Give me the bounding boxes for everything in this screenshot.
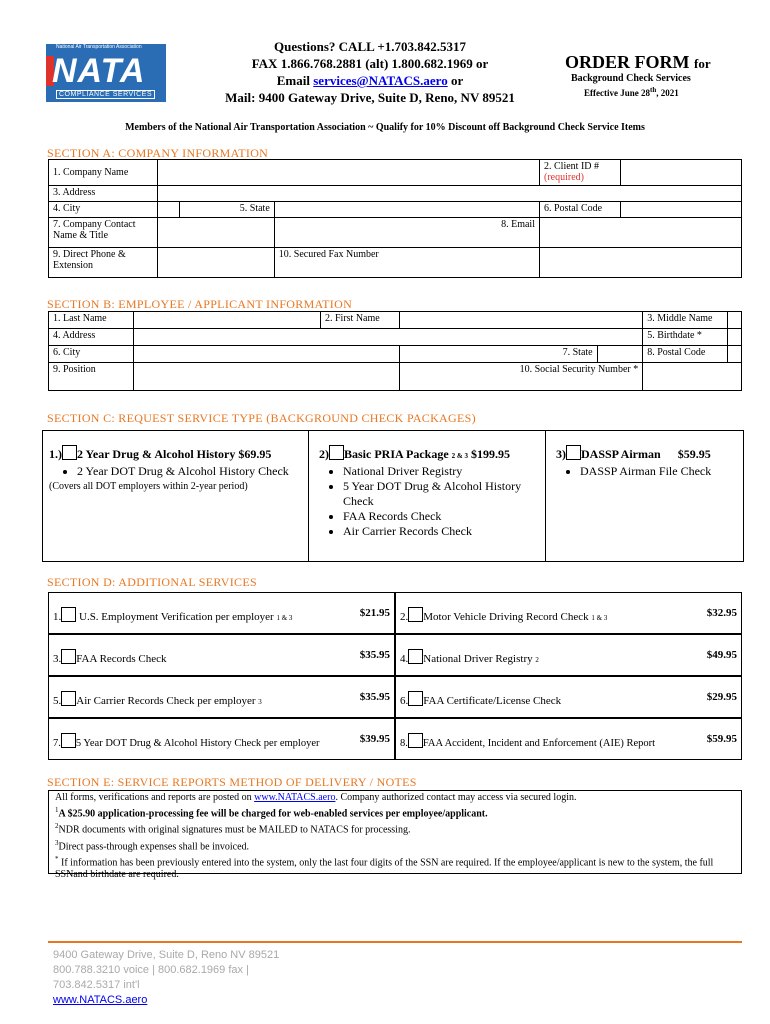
applicant-city-label: 6. City bbox=[49, 346, 134, 363]
members-discount-note: Members of the National Air Transportation Association ~ Qualify for 10% Discount off Background Check Service Items bbox=[125, 122, 645, 133]
service-4-checkbox[interactable] bbox=[408, 649, 423, 664]
service-3 bbox=[48, 634, 395, 676]
first-name-label: 2. First Name bbox=[321, 312, 400, 329]
postal-code-label: 6. Postal Code bbox=[540, 202, 621, 218]
applicant-postal-field[interactable] bbox=[728, 346, 742, 363]
footer-intl: 703.842.5317 int'l bbox=[53, 979, 140, 991]
section-a-table bbox=[48, 159, 742, 278]
last-name-field[interactable] bbox=[134, 312, 321, 329]
applicant-address-field[interactable] bbox=[134, 329, 643, 346]
email-prefix: Email bbox=[276, 73, 310, 88]
footer-divider bbox=[48, 941, 742, 943]
service-5 bbox=[48, 676, 395, 718]
list-item: • 5 Year DOT Drug & Alcohol History Check bbox=[343, 479, 545, 509]
nata-logo bbox=[46, 44, 166, 102]
package-3-title bbox=[556, 445, 743, 462]
service-number: 2. bbox=[400, 611, 409, 623]
last-name-label: 1. Last Name bbox=[49, 312, 134, 329]
package-2-label: Basic PRIA Package bbox=[344, 447, 449, 461]
service-8 bbox=[395, 718, 742, 760]
natacs-link[interactable]: www.NATACS.aero bbox=[254, 792, 336, 803]
footer-address: 9400 Gateway Drive, Suite D, Reno NV 89521 bbox=[53, 949, 280, 961]
service-label: Motor Vehicle Driving Record Check bbox=[423, 611, 589, 623]
company-name-label: 1. Company Name bbox=[49, 160, 158, 186]
service-number: 5. bbox=[53, 695, 62, 707]
order-subtitle: Background Check Services bbox=[571, 73, 691, 84]
service-5-checkbox[interactable] bbox=[61, 691, 76, 706]
effective-sup: th bbox=[649, 86, 657, 94]
service-price: $32.95 bbox=[706, 607, 737, 619]
notes-box bbox=[48, 790, 742, 881]
service-7 bbox=[48, 718, 395, 760]
order-title-suffix: for bbox=[694, 56, 711, 71]
service-price: $35.95 bbox=[359, 691, 390, 703]
client-id-required: (required) bbox=[544, 172, 584, 183]
fax-label: 10. Secured Fax Number bbox=[274, 248, 539, 278]
service-number: 7. bbox=[53, 738, 61, 749]
service-number: 1. bbox=[53, 611, 62, 623]
service-number: 3. bbox=[53, 653, 62, 665]
service-number: 4. bbox=[400, 653, 409, 665]
service-price: $35.95 bbox=[359, 649, 390, 661]
email-field[interactable] bbox=[540, 218, 742, 248]
footer-link[interactable]: www.NATACS.aero bbox=[53, 994, 148, 1006]
applicant-address-label: 4. Address bbox=[49, 329, 134, 346]
service-number: 8. bbox=[400, 738, 408, 749]
contact-block bbox=[205, 38, 535, 106]
package-1-note: (Covers all DOT employers within 2-year period) bbox=[49, 481, 248, 492]
service-sup: 2 bbox=[535, 656, 539, 664]
package-2 bbox=[308, 430, 546, 562]
package-2-number: 2) bbox=[319, 447, 329, 461]
email-label: 8. Email bbox=[274, 218, 539, 248]
section-a-heading: SECTION A: COMPANY INFORMATION bbox=[47, 146, 269, 160]
service-price: $39.95 bbox=[359, 733, 390, 745]
service-1-checkbox[interactable] bbox=[61, 607, 76, 622]
first-name-field[interactable] bbox=[400, 312, 643, 329]
service-8-checkbox[interactable] bbox=[408, 733, 423, 748]
order-form-title bbox=[565, 52, 711, 73]
service-label: 5 Year DOT Drug & Alcohol History Check per employer bbox=[75, 738, 320, 749]
package-3-items bbox=[546, 464, 743, 479]
ssn-label: 10. Social Security Number * bbox=[400, 363, 643, 391]
service-price: $49.95 bbox=[706, 649, 737, 661]
service-label: National Driver Registry bbox=[423, 653, 533, 665]
service-label: Air Carrier Records Check per employer bbox=[76, 695, 256, 707]
package-1-title bbox=[49, 445, 308, 462]
note-1: A $25.90 application-processing fee will be charged for web-enabled services per employee/applicant. bbox=[58, 808, 488, 820]
birthdate-label: 5. Birthdate * bbox=[643, 329, 728, 346]
package-1 bbox=[42, 430, 309, 562]
effective-suffix: , 2021 bbox=[656, 88, 679, 98]
notes-prefix: All forms, verifications and reports are posted on bbox=[55, 792, 252, 803]
package-2-items bbox=[309, 464, 545, 539]
note-2: NDR documents with original signatures must be MAILED to NATACS for processing. bbox=[58, 824, 411, 836]
position-field[interactable] bbox=[134, 363, 400, 391]
note-3: Direct pass-through expenses shall be invoiced. bbox=[58, 840, 250, 852]
postal-code-field[interactable] bbox=[621, 202, 742, 218]
service-label: U.S. Employment Verification per employer bbox=[79, 611, 274, 623]
service-2 bbox=[395, 592, 742, 634]
package-3-label: DASSP Airman bbox=[581, 447, 661, 461]
package-1-label: 2 Year Drug & Alcohol History $69.95 bbox=[77, 447, 272, 461]
section-b-table bbox=[48, 311, 742, 391]
applicant-city-field[interactable] bbox=[134, 346, 400, 363]
package-3 bbox=[545, 430, 744, 562]
service-sup: 1 & 3 bbox=[591, 614, 608, 622]
notes-line-1: $^1$A $25.90 application-processing fee will be charged for web-enabled services per employee/applicant. bbox=[55, 806, 488, 820]
section-b-heading: SECTION B: EMPLOYEE / APPLICANT INFORMATION bbox=[47, 297, 353, 311]
service-3-checkbox[interactable] bbox=[61, 649, 76, 664]
section-c-heading: SECTION C: REQUEST SERVICE TYPE (BACKGROUND CHECK PACKAGES) bbox=[47, 411, 476, 425]
note-4: If information has been previously entered into the system, only the last four digits of the SSN are required. If the employee/applicant is new to the system, the full SSNand birthdate are required. bbox=[55, 857, 714, 881]
email-link[interactable]: services@NATACS.aero bbox=[313, 73, 448, 88]
footer bbox=[53, 948, 279, 1008]
phone-field[interactable] bbox=[158, 248, 275, 278]
package-1-number: 1.) bbox=[49, 447, 62, 461]
package-3-price: $59.95 bbox=[677, 447, 711, 461]
contact-fax: FAX 1.866.768.2881 (alt) 1.800.682.1969 or bbox=[251, 56, 489, 71]
package-2-checkbox[interactable] bbox=[329, 445, 344, 460]
applicant-state-label: 7. State bbox=[400, 346, 598, 363]
applicant-postal-label: 8. Postal Code bbox=[643, 346, 728, 363]
package-3-checkbox[interactable] bbox=[566, 445, 581, 460]
contact-email-line bbox=[205, 72, 535, 89]
email-suffix: or bbox=[450, 73, 464, 88]
service-sup: 1 & 3 bbox=[276, 614, 293, 622]
package-1-items bbox=[43, 464, 308, 479]
package-1-checkbox[interactable] bbox=[62, 445, 77, 460]
service-price: $29.95 bbox=[706, 691, 737, 703]
service-label: FAA Accident, Incident and Enforcement (AIE) Report bbox=[422, 738, 656, 749]
footer-phone: 800.788.3210 voice | 800.682.1969 fax | bbox=[53, 964, 249, 976]
order-title-text: ORDER FORM bbox=[565, 52, 690, 72]
list-item: • Air Carrier Records Check bbox=[343, 524, 545, 539]
address-label: 3. Address bbox=[49, 186, 158, 202]
birthdate-field[interactable] bbox=[728, 329, 742, 346]
position-label: 9. Position bbox=[49, 363, 134, 391]
section-d-heading: SECTION D: ADDITIONAL SERVICES bbox=[47, 575, 257, 589]
notes-line-0 bbox=[55, 792, 735, 804]
state-label: 5. State bbox=[179, 202, 274, 218]
contact-name-label: 7. Company Contact Name & Title bbox=[49, 218, 158, 248]
package-2-sup: 2 & 3 bbox=[451, 452, 469, 460]
notes-suffix: . Company authorized contact may access via secured login. bbox=[335, 792, 577, 803]
state-field[interactable] bbox=[274, 202, 539, 218]
contact-phone: Questions? CALL +1.703.842.5317 bbox=[274, 39, 466, 54]
phone-label: 9. Direct Phone & Extension bbox=[49, 248, 158, 278]
service-label: FAA Certificate/License Check bbox=[423, 695, 562, 707]
company-name-field[interactable] bbox=[158, 160, 540, 186]
address-field[interactable] bbox=[158, 186, 742, 202]
middle-name-field[interactable] bbox=[728, 312, 742, 329]
service-label: FAA Records Check bbox=[76, 653, 167, 665]
effective-prefix: Effective June 28 bbox=[584, 88, 650, 98]
service-6 bbox=[395, 676, 742, 718]
package-2-price: $199.95 bbox=[471, 447, 511, 461]
ssn-field[interactable] bbox=[643, 363, 742, 391]
logo-tagline: National Air Transportation Association bbox=[56, 44, 142, 50]
notes-line-4: * If information has been previously entered into the system, only the last four digits of the SSN are required. If the employee/applicant is new to the system, the full SSNand birthdate are required. bbox=[55, 854, 714, 881]
notes-line-3: $^3$Direct pass-through expenses shall be invoiced. bbox=[55, 838, 250, 852]
list-item: • National Driver Registry bbox=[343, 464, 545, 479]
client-id-field[interactable] bbox=[621, 160, 742, 186]
section-e-heading: SECTION E: SERVICE REPORTS METHOD OF DELIVERY / NOTES bbox=[47, 775, 417, 789]
middle-name-label: 3. Middle Name bbox=[643, 312, 728, 329]
client-id-text: 2. Client ID # bbox=[544, 161, 599, 172]
list-item: • 2 Year DOT Drug & Alcohol History Check bbox=[77, 464, 308, 479]
notes-line-2: $^2$NDR documents with original signatures must be MAILED to NATACS for processing. bbox=[55, 822, 411, 836]
fax-field[interactable] bbox=[540, 248, 742, 278]
city-field[interactable] bbox=[158, 202, 180, 218]
logo-subtitle: COMPLIANCE SERVICES bbox=[56, 90, 155, 99]
package-3-number: 3) bbox=[556, 447, 566, 461]
applicant-state-field[interactable] bbox=[597, 346, 643, 363]
service-sup: 3 bbox=[258, 698, 262, 706]
service-number: 6. bbox=[400, 695, 409, 707]
city-label: 4. City bbox=[49, 202, 158, 218]
service-price: $59.95 bbox=[706, 733, 737, 745]
package-2-title bbox=[319, 445, 545, 462]
client-id-label bbox=[540, 160, 621, 186]
contact-name-field[interactable] bbox=[158, 218, 275, 248]
contact-mail: Mail: 9400 Gateway Drive, Suite D, Reno, NV 89521 bbox=[225, 90, 515, 105]
order-effective bbox=[584, 86, 679, 98]
list-item: • DASSP Airman File Check bbox=[580, 464, 743, 479]
list-item: • FAA Records Check bbox=[343, 509, 545, 524]
service-1 bbox=[48, 592, 395, 634]
service-price: $21.95 bbox=[359, 607, 390, 619]
service-4 bbox=[395, 634, 742, 676]
service-2-checkbox[interactable] bbox=[408, 607, 423, 622]
service-7-checkbox[interactable] bbox=[61, 733, 76, 748]
logo-letters: NATA bbox=[52, 52, 146, 90]
service-6-checkbox[interactable] bbox=[408, 691, 423, 706]
